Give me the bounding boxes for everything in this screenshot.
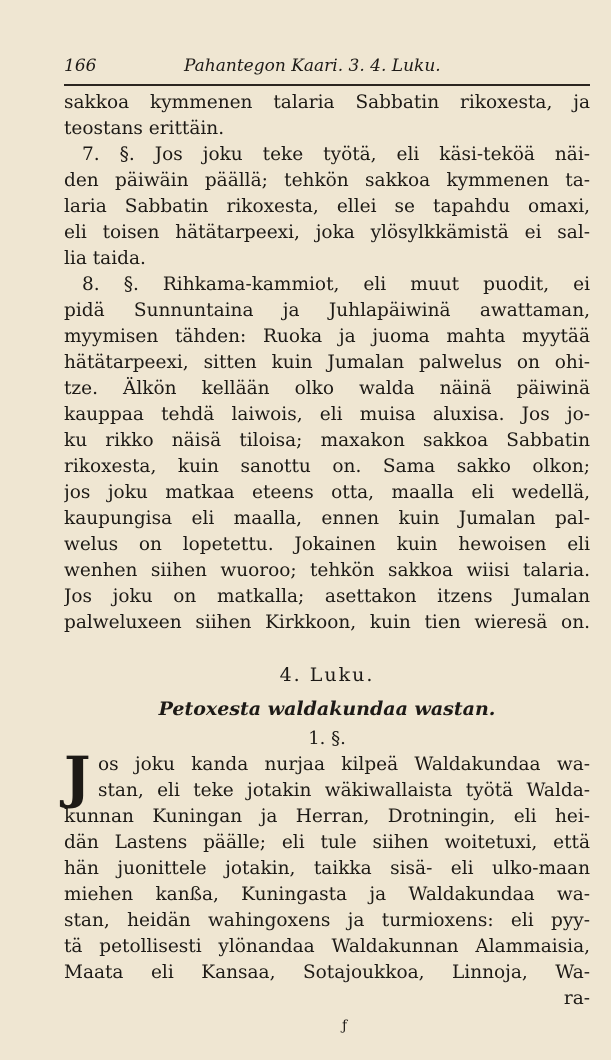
chapter-heading: 4. Luku. bbox=[279, 664, 375, 686]
text-line: 8. §. Rihkama-kammiot, eli muut puodit, ei bbox=[82, 274, 590, 295]
text-line: ku rikko näisä tiloisa; maxakon sakkoa Sabbatin bbox=[64, 430, 590, 451]
text-line: myymisen tähden: Ruoka ja juoma mahta myytää bbox=[64, 326, 590, 347]
text-line: sakkoa kymmenen talaria Sabbatin rikoxesta, ja bbox=[64, 92, 590, 113]
text-line: stan, heidän wahingoxens ja turmioxens: eli pyy- bbox=[64, 910, 590, 931]
page-body bbox=[64, 90, 590, 1012]
text-line: lia taida. bbox=[64, 248, 146, 269]
text-line: stan, eli teke jotakin wäkiwallaista työtä Walda- bbox=[98, 780, 590, 801]
text-line: eli toisen hätätarpeexi, joka ylösylkkämistä ei sal- bbox=[64, 222, 590, 243]
text-line: jos joku matkaa eteens otta, maalla eli wedellä, bbox=[64, 482, 590, 503]
running-title: Pahantegon Kaari. 3. 4. Luku. bbox=[184, 56, 441, 76]
text-line: welus on lopetettu. Jokainen kuin hewoisen eli bbox=[64, 534, 590, 555]
text-block-chapter-3 bbox=[64, 90, 590, 636]
text-line: Jos joku on matkalla; asettakon itzens Jumalan bbox=[64, 586, 590, 607]
text-line: laria Sabbatin rikoxesta, ellei se tapahdu omaxi, bbox=[64, 196, 590, 217]
header-rule bbox=[64, 84, 590, 86]
page-number: 166 bbox=[64, 56, 97, 76]
signature-mark: ƒ bbox=[342, 1018, 348, 1034]
text-line: pidä Sunnuntaina ja Juhlapäiwinä awattaman, bbox=[64, 300, 590, 321]
text-line: Maata eli Kansaa, Sotajoukkoa, Linnoja, Wa- bbox=[64, 962, 590, 983]
page-header bbox=[64, 56, 590, 80]
text-line: teostans erittäin. bbox=[64, 118, 225, 139]
text-line: kaupungisa eli maalla, ennen kuin Jumalan pal- bbox=[64, 508, 590, 529]
text-line: tze. Älkön kellään olko walda näinä päiwinä bbox=[64, 378, 590, 399]
text-line: wenhen siihen wuoroo; tehkön sakkoa wiisi talaria. bbox=[64, 560, 590, 581]
text-line: miehen kanßa, Kuningasta ja Waldakundaa wa- bbox=[64, 884, 590, 905]
text-line: tä petollisesti ylönandaa Waldakunnan Alammaisia, bbox=[64, 936, 590, 957]
text-block-chapter-4 bbox=[64, 745, 590, 1012]
drop-cap-initial: J bbox=[64, 745, 91, 811]
text-line: kauppaa tehdä laiwois, eli muisa aluxisa. Jos jo- bbox=[64, 404, 590, 425]
text-line: 7. §. Jos joku teke työtä, eli käsi-teköä näi- bbox=[82, 144, 590, 165]
text-line: dän Lastens päälle; eli tule siihen woitetuxi, että bbox=[64, 832, 590, 853]
text-line: hätätarpeexi, sitten kuin Jumalan palwelus on ohi- bbox=[64, 352, 590, 373]
chapter-subtitle: Petoxesta waldakundaa wastan. bbox=[158, 698, 496, 720]
text-line: den päiwäin päällä; tehkön sakkoa kymmenen ta- bbox=[64, 170, 590, 191]
text-line: hän juonittele jotakin, taikka sisä- eli ulko-maan bbox=[64, 858, 590, 879]
text-line: kunnan Kuningan ja Herran, Drotningin, eli hei- bbox=[64, 806, 590, 827]
text-line: os joku kanda nurjaa kilpeä Waldakundaa wa- bbox=[98, 754, 590, 775]
text-line: rikoxesta, kuin sanottu on. Sama sakko olkon; bbox=[64, 456, 590, 477]
paragraph-number: 1. §. bbox=[308, 728, 346, 749]
catchword: ra- bbox=[563, 988, 590, 1009]
text-line: palweluxeen siihen Kirkkoon, kuin tien wieresä on. bbox=[64, 612, 590, 633]
